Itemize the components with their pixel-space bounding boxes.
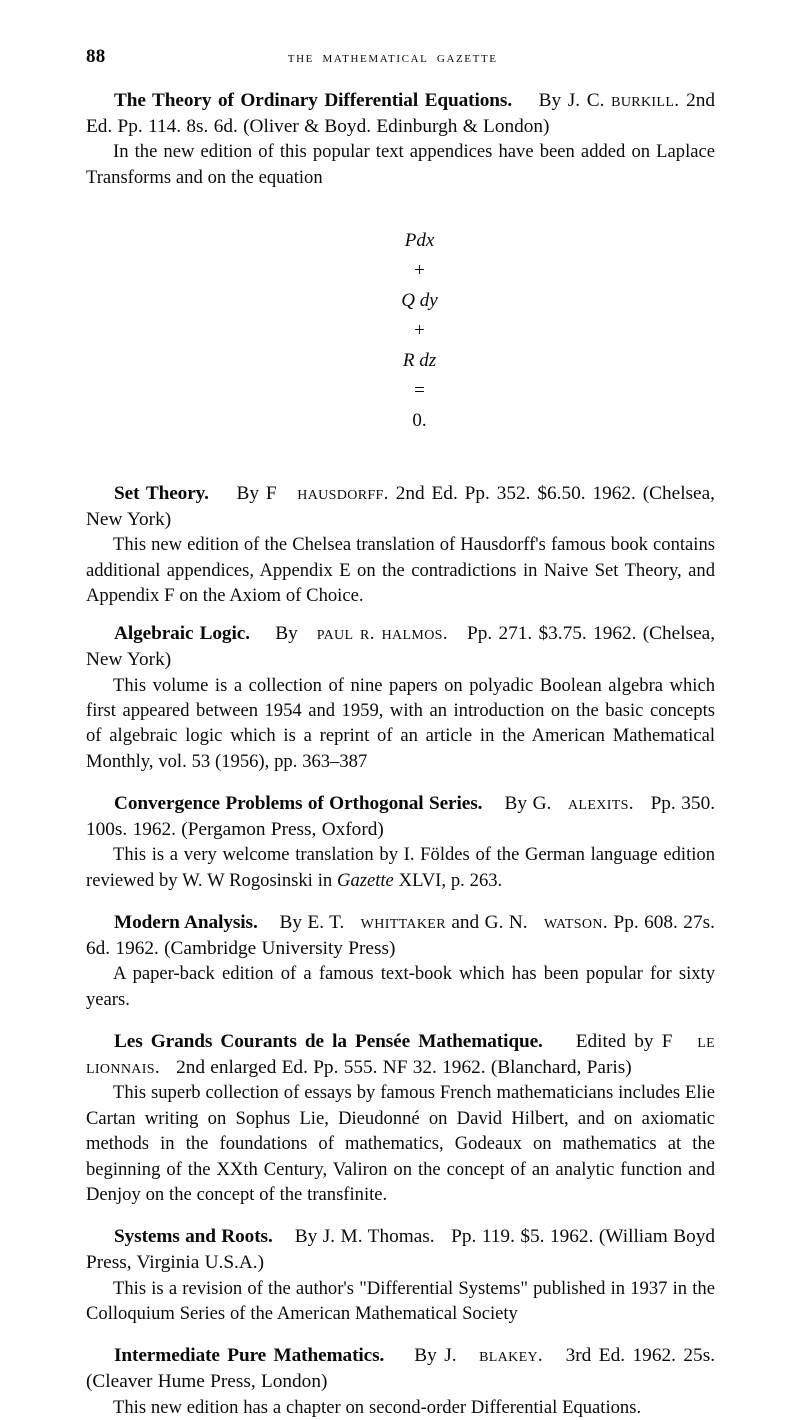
- book-title: Set Theory.: [114, 483, 209, 504]
- publication-details: Pp. 608. 27s. 6d. 1962. (Cambridge University Press): [86, 912, 715, 959]
- publication-details: Pp. 119. $5. 1962. (William Boyd Press, Virginia U.S.A.): [86, 1226, 716, 1274]
- byline: By E. T.: [279, 912, 345, 934]
- byline: By J. C.: [538, 90, 605, 111]
- book-title: Intermediate Pure Mathematics.: [114, 1345, 385, 1367]
- equation-right-side: 0.: [412, 410, 427, 431]
- review-heading: [86, 621, 715, 672]
- byline: By F: [236, 483, 277, 504]
- review-text: A paper-back edition of a famous text-book which has been popular for sixty years.: [86, 963, 715, 1010]
- publication-details: 2nd Ed. Pp. 114. 8s. 6d. (Oliver & Boyd. Edinburgh & London): [86, 90, 715, 137]
- equation-term-1: Pdx: [404, 230, 435, 251]
- equation-term-2: Q dy: [401, 290, 438, 311]
- author-name: whittaker: [360, 912, 446, 934]
- journal-title: the mathematical gazette: [287, 49, 498, 66]
- review-entry: [86, 791, 715, 893]
- author-name-second: watson.: [543, 912, 609, 934]
- byline: By J.: [414, 1345, 457, 1367]
- publication-details: Pp. 271. $3.75. 1962. (Chelsea, New York): [86, 623, 716, 670]
- byline: Edited by F: [575, 1031, 673, 1053]
- review-entry: [86, 621, 715, 774]
- book-title: Algebraic Logic.: [114, 623, 250, 645]
- spacer: [86, 1012, 715, 1029]
- review-entry: [86, 1343, 715, 1420]
- spacer: [86, 774, 715, 791]
- review-heading: [86, 910, 715, 961]
- page-number: 88: [86, 46, 106, 67]
- byline: By J. M. Thomas.: [294, 1226, 435, 1248]
- equation-operator-1: +: [414, 260, 425, 281]
- author-name: burkill.: [611, 90, 680, 111]
- spacer: [86, 608, 715, 621]
- publication-details: 2nd Ed. Pp. 352. $6.50. 1962. (Chelsea, New York): [86, 483, 715, 530]
- review-entry: [86, 1224, 715, 1326]
- review-heading: [86, 481, 715, 532]
- book-title: The Theory of Ordinary Differential Equations.: [114, 90, 513, 111]
- book-title: Convergence Problems of Orthogonal Series.: [114, 793, 483, 815]
- review-text: This is a revision of the author's "Differential Systems" published in 1937 in the Colloquium Series of the American Mathematical Society: [86, 1277, 715, 1325]
- publication-details: 2nd enlarged Ed. Pp. 555. NF 32. 1962. (Blanchard, Paris): [176, 1056, 632, 1078]
- publication-details: Pp. 350. 100s. 1962. (Pergamon Press, Oxford): [86, 793, 716, 840]
- publication-details: 3rd Ed. 1962. 25s. (Cleaver Hume Press, London): [86, 1345, 716, 1393]
- review-heading: [86, 88, 715, 139]
- review-text-part-1: This is a very welcome translation by I. Földes of the German language edition reviewed by W. W Rogosinski in: [86, 844, 715, 891]
- author-name: blakey.: [479, 1345, 544, 1367]
- review-heading: [86, 1224, 715, 1275]
- spacer: [86, 1207, 715, 1224]
- equation-term-3: R dz: [402, 350, 437, 371]
- book-title: Systems and Roots.: [114, 1226, 273, 1248]
- review-heading: [86, 1343, 715, 1394]
- author-name: hausdorff.: [297, 483, 389, 504]
- author-name: paul r. halmos.: [316, 623, 448, 645]
- byline: By: [275, 623, 298, 645]
- spacer: [86, 893, 715, 910]
- byline-second: and G. N.: [451, 912, 528, 934]
- author-name: le lionnais.: [86, 1031, 715, 1078]
- review-heading: [86, 791, 715, 842]
- spacer: [86, 472, 715, 481]
- review-entry: [86, 910, 715, 1012]
- book-title: Les Grands Courants de la Pensée Mathematique.: [114, 1031, 543, 1053]
- review-entry: [86, 88, 715, 466]
- review-entry: [86, 1029, 715, 1207]
- review-text-part-2: XLVI, p. 263.: [393, 869, 503, 891]
- equation-equals-sign: =: [414, 380, 425, 401]
- display-equation: [86, 196, 715, 466]
- journal-reference: Gazette: [337, 869, 394, 891]
- review-text: This volume is a collection of nine papers on polyadic Boolean algebra which first appeared between 1954 and 1959, with an introduction on the basic concepts of algebraic logic which is a reprint of an article in the American Mathematical Monthly, vol. 53 (1956), pp. 363–387: [86, 674, 715, 772]
- review-text: This new edition has a chapter on second-order Differential Equations.: [113, 1396, 642, 1418]
- review-text: [86, 842, 715, 893]
- review-text: This new edition of the Chelsea translation of Hausdorff's famous book contains additional appendices, Appendix E on the contradictions in Naive Set Theory, and Appendix F on the Axiom of Choice.: [86, 534, 715, 606]
- spacer: [86, 1326, 715, 1343]
- text-column: [86, 88, 715, 1420]
- author-name: alexits.: [567, 793, 634, 815]
- review-text: This superb collection of essays by famous French mathematicians includes Elie Cartan writing on Sophus Lie, Dieudonné on David Hilbert, and on axiomatic methods in the foundations of mathematics, Godeaux on mathematics at the beginning of the XXth Century, Valiron on the concept of an analytic function and Denjoy on the concept of the transfinite.: [86, 1082, 715, 1206]
- equation-operator-2: +: [414, 320, 425, 341]
- review-text: In the new edition of this popular text appendices have been added on Laplace Transforms and on the equation: [86, 141, 715, 188]
- running-head: [86, 46, 714, 70]
- byline: By G.: [504, 793, 552, 815]
- review-entry: [86, 481, 715, 608]
- review-heading: [86, 1029, 715, 1080]
- book-title: Modern Analysis.: [114, 912, 258, 934]
